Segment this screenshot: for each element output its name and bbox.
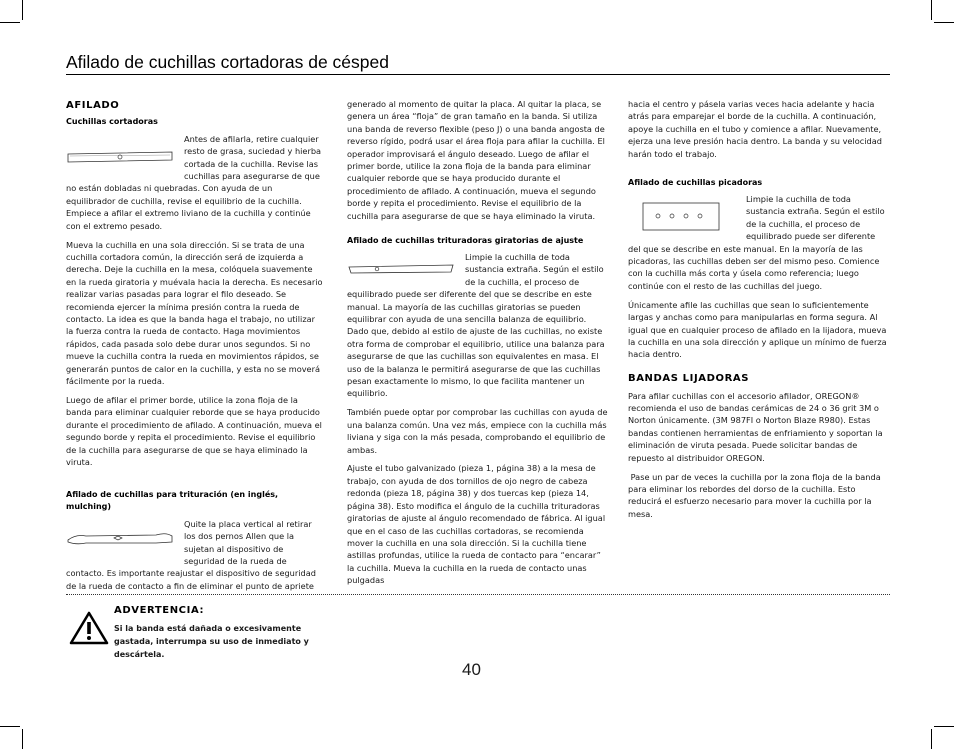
- crop-mark: [931, 729, 932, 749]
- subheading-mulching: Afilado de cuchillas para trituración (en inglés, mulching): [66, 489, 279, 512]
- figure-row-chipper: [628, 193, 890, 243]
- warning-body: Si la banda está dañada o excesivamente gastada, interrumpa su uso de inmediato y descártela.: [114, 624, 309, 659]
- subheading-chipper: Afilado de cuchillas picadoras: [628, 177, 763, 187]
- column-2: [347, 98, 609, 593]
- figure-row-mower: [66, 133, 324, 183]
- title-rule: [66, 74, 890, 75]
- paragraph: Mueva la cuchilla en una sola dirección. Si se trata de una cuchilla cortadora común, la dirección será de izquierda a derecha. Deje la cuchilla en la mesa, colóquela suavemente en la rueda giratoria y muévala hacia la derecha. Es necesario realizar varias pasadas para lograr el filo deseado. Se recomienda ejercer la mínima presión contra la rueda de contacto. La idea es que la banda haga el trabajo, no utilizar la fuerza contra la rueda de contacto. Haga movimientos rápidos, cada pasada solo debe durar unos segundos. Si no mueve la cuchilla contra la rueda en movimientos rápidos, se generarán puntos de calor en la cuchilla, y esta no se moverá fácilmente por la rueda.: [66, 239, 323, 387]
- paragraph-beside-figure: Limpie la cuchilla de toda sustancia extraña. Según el estilo de la cuchilla, el proceso de: [465, 251, 604, 287]
- warning-triangle-icon: [69, 611, 109, 645]
- crop-mark: [0, 22, 20, 23]
- paragraph-beside-figure: Antes de afilarla, retire cualquier resto de grasa, suciedad y hierba cortada de la cuchilla. Revise las cuchillas para asegurarse de que: [184, 133, 322, 182]
- paragraph-beside-figure: Limpie la cuchilla de toda sustancia extraña. Según el estilo de la cuchilla, el proceso de equilibrado puede ser diferente: [746, 193, 885, 242]
- figure-row-mulching: [66, 518, 324, 568]
- mulching-blade-icon: [66, 528, 176, 550]
- paragraph: Pase un par de veces la cuchilla por la zona floja de la banda para eliminar los rebordes del dorso de la cuchilla. Esto reducirá el esfuerzo necesario para mover la cuchilla por la mesa.: [628, 471, 884, 519]
- subheading-cuchillas-cortadoras: Cuchillas cortadoras: [66, 117, 158, 127]
- paragraph: Únicamente afile las cuchillas que sean lo suficientemente largas y anchas como para manipularlas en forma segura. Al igual que en cualquier proceso de afilado en la lijadora, mueva la cuchilla en una sola dirección y aplique un mínimo de fuerza hacia dentro.: [628, 299, 887, 360]
- crop-mark: [934, 22, 954, 23]
- paragraph: del que se describe en este manual. En la mayoría de las picadoras, las cuchillas deben ser del mismo peso. Comience con la cuchilla más corta y úsela como referencia; luego continúe con el resto de las cuchillas del juego.: [628, 243, 880, 291]
- column-3: [628, 98, 890, 527]
- page-title: Afilado de cuchillas cortadoras de césped: [66, 52, 389, 72]
- page-number: 40: [462, 660, 481, 679]
- paragraph: no están dobladas ni quebradas. Con ayuda de un equilibrador de cuchilla, revise el equilibrio de la cuchilla. Empiece a afilar el extremo liviano de la cuchilla y continúe con el extremo pesado.: [66, 183, 311, 231]
- crop-mark: [931, 0, 932, 20]
- paragraph: generado al momento de quitar la placa. Al quitar la placa, se genera un área “floja” de gran tamaño en la banda. Si utiliza una banda de reverso flexible (peso J) o una banda angosta de reverso rígido, podrá usar el área floja para afilar la cuchilla. El operador improvisará el ángulo deseado. Luego de afilar el primer borde, utilice la zona floja de la banda para eliminar cualquier reborde que se haya producido durante el procedimiento de afilado. A continuación, mueva el segundo borde y repita el procedimiento. Revise el equilibrio de la cuchilla para asegurarse de que se haya eliminado la viruta.: [347, 99, 605, 221]
- section-heading-afilado: AFILADO: [66, 100, 120, 111]
- paragraph-beside-figure: Quite la placa vertical al retirar los dos pernos Allen que la sujetan al dispositivo de seguridad de la rueda de: [184, 518, 312, 566]
- paragraph: Luego de afilar el primer borde, utilice la zona floja de la banda para eliminar cualquier reborde que se haya producido durante el procedimiento de afilado. A continuación, mueva el segundo borde y repita el procedimiento. Revise el equilibrio de la cuchilla para asegurarse de que se haya eliminado la viruta.: [66, 394, 322, 467]
- paragraph: Para afilar cuchillas con el accesorio afilador, OREGON® recomienda el uso de bandas cerámicas de 24 o 36 grit 3M o Norton únicamente. (3M 987FI o Norton Blaze R980). Estas bandas contienen herramientas de enfriamiento y soportan la eliminación de viruta pesada. Puede solicitar bandas de repuesto al distribuidor OREGON.: [628, 390, 883, 463]
- warning-title: ADVERTENCIA:: [114, 605, 205, 616]
- dotted-divider: [66, 594, 890, 595]
- paragraph: equilibrado puede ser diferente del que se describe en este manual. La mayoría de las cuchillas giratorias se pueden equilibrar con ayuda de una sencilla balanza de equilibrio. Dado que, debido al estilo de ajuste de las cuchillas, no existe otra forma de comprobar el equilibrio, utilice una balanza para asegurarse de que las cuchillas son equivalentes en masa. El uso de la balanza le permitirá asegurarse de que las cuchillas pesan exactamente lo mismo, lo que facilita mantener un equilibrio.: [347, 289, 605, 399]
- paragraph: contacto. Es importante reajustar el dispositivo de seguridad de la rueda de contacto a fin de eliminar el punto de apriete: [66, 568, 316, 591]
- subheading-rotary: Afilado de cuchillas trituradoras giratorias de ajuste: [347, 235, 584, 245]
- paragraph: hacia el centro y pásela varias veces hacia adelante y hacia atrás para emparejar el borde de la cuchilla. A continuación, apoye la cuchilla en el tubo y comience a afilar. Nuevamente, ejerza una leve presión hacia dentro. La banda y su velocidad harán todo el trabajo.: [628, 99, 882, 159]
- paragraph: También puede optar por comprobar las cuchillas con ayuda de una balanza común. Una vez más, empiece con la cuchilla más liviana y siga con la más pesada, comprobando el equilibrio de ambas.: [347, 407, 608, 455]
- column-1: [66, 98, 324, 599]
- chipper-blade-icon: [642, 201, 722, 233]
- rotary-blade-icon: [347, 259, 457, 279]
- figure-row-rotary: [347, 251, 609, 288]
- crop-mark: [22, 729, 23, 749]
- section-heading-bandas: BANDAS LIJADORAS: [628, 373, 750, 385]
- crop-mark: [934, 726, 954, 727]
- mower-blade-icon: [66, 147, 176, 167]
- paragraph: Ajuste el tubo galvanizado (pieza 1, página 38) a la mesa de trabajo, con ayuda de dos tornillos de ojo negro de cabeza redonda (pieza 18, página 38) y dos tuercas kep (pieza 14, página 38). Esto modifica el ángulo de la cuchilla trituradoras giratorias de ajuste al ángulo recomendado de fábrica. Al igual que en el caso de las cuchillas cortadoras, se recomienda mover la cuchilla en una sola dirección. Si la cuchilla tiene astillas profundas, utilice la rueda de contacto para “encarar” la cuchilla. Mueva la cuchilla en la rueda de contacto unas pulgadas: [347, 463, 606, 586]
- crop-mark: [22, 0, 23, 20]
- crop-mark: [0, 726, 20, 727]
